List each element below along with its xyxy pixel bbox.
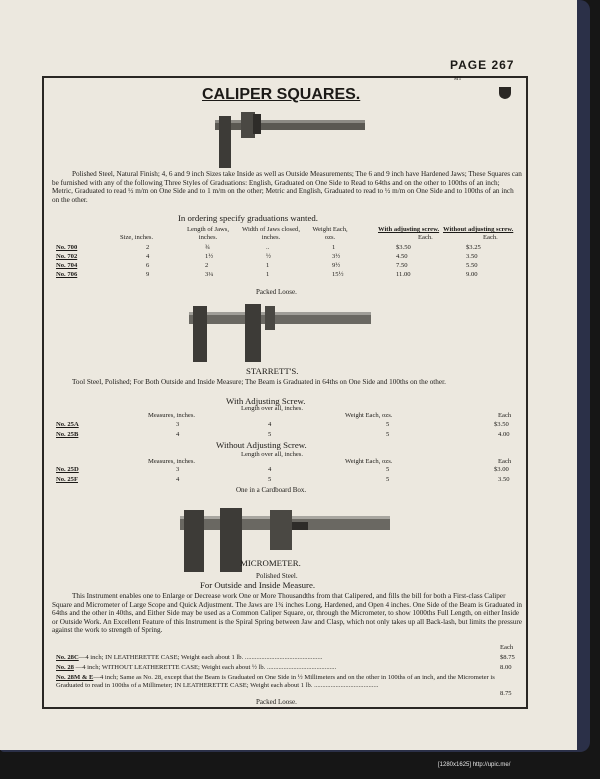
item-price: 8.75 bbox=[500, 690, 512, 697]
table-cell-with-price: 11.00 bbox=[396, 271, 411, 278]
list-item bbox=[56, 654, 496, 662]
table-cell-size: 2 bbox=[146, 244, 150, 251]
table-cell-length: 3¼ bbox=[205, 271, 214, 278]
starrett-col-length-2: Length over all, inches. bbox=[240, 451, 304, 458]
table-cell-without-price: 3.50 bbox=[466, 253, 478, 260]
item-description: —4 inch; Same as No. 28, except that the Beam is Graduated on One Side in ½ Millimeters and on the other in 100ths of an inch, and the Micrometer is Graduated to read in 100ths of a Millimeter; IN LEATHERETTE CASE; Weight each about 1 lb. ....................................... bbox=[56, 674, 495, 689]
table-cell-length: 2 bbox=[205, 262, 209, 269]
micrometer-packed-note: Packed Loose. bbox=[256, 698, 297, 706]
starrett-col-weight: Weight Each, ozs. bbox=[345, 412, 393, 419]
col-with-each: Each. bbox=[418, 234, 433, 241]
table-cell-size: 4 bbox=[146, 253, 150, 260]
item-description: —4 inch; WITHOUT LEATHERETTE CASE; Weight each about ½ lb. .......................................... bbox=[73, 664, 337, 671]
item-price: 8.00 bbox=[500, 664, 512, 671]
table-cell-with-price: $3.50 bbox=[396, 244, 411, 251]
page-title: CALIPER SQUARES. bbox=[202, 86, 361, 103]
starrett-col-length: Length over all, inches. bbox=[240, 405, 304, 412]
table-row-number: No. 25F bbox=[56, 476, 78, 483]
table-cell-measure: 4 bbox=[176, 431, 180, 438]
col-width: Width of Jaws closed, inches. bbox=[242, 226, 300, 241]
table-cell-with-price: 4.50 bbox=[396, 253, 408, 260]
table-cell-weight: 5 bbox=[386, 431, 390, 438]
without-screw-title: Without Adjusting Screw. bbox=[216, 440, 307, 450]
table-cell-weight: 5 bbox=[386, 421, 390, 428]
table-cell-weight: 5 bbox=[386, 476, 390, 483]
table-cell-length: 5 bbox=[268, 431, 272, 438]
with-screw-title: With Adjusting Screw. bbox=[226, 396, 306, 406]
col-size: Size, inches. bbox=[120, 234, 154, 241]
table-cell-size: 9 bbox=[146, 271, 150, 278]
micrometer-description: This Instrument enables one to Enlarge or Decrease work One or More Thousandths from that Calipered, and fills the bill for both a First-class Caliper Square and Micrometer of Large Scope and Quick Adjustment. The Jaws are 1¾ inches Long, Hardened, and Open 4 inches. One Side of the Beam is Graduated in 64ths and the other in 40ths, and Either Side may be used as a Common Caliper Square, or, through the Micrometer, to show 1000ths Full Length, on either Inside or Outside Work. An Excellent Feature of this Instrument is the Spiral Spring between Jaw and Clasp, which not only takes up all Back-lash, but limits the pressure against the work to strength of Spring. bbox=[52, 592, 522, 635]
table-cell-length: 4 bbox=[268, 466, 272, 473]
table-cell-size: 6 bbox=[146, 262, 150, 269]
table-cell-weight: 1 bbox=[332, 244, 336, 251]
shield-logo-icon bbox=[498, 86, 512, 100]
item-number: No. 28C bbox=[56, 654, 79, 661]
item-number: No. 28M & E bbox=[56, 674, 94, 681]
table-cell-measure: 3 bbox=[176, 466, 180, 473]
image-watermark: [1280x1625] http://upic.me/ bbox=[438, 762, 511, 768]
page-number: PAGE 267 bbox=[450, 58, 515, 72]
caliper-square-illustration bbox=[205, 108, 367, 168]
table-row-number: No. 25A bbox=[56, 421, 79, 428]
table-cell-weight: 3½ bbox=[332, 253, 341, 260]
table-cell-with-price: 7.50 bbox=[396, 262, 408, 269]
table-cell-length: ¾ bbox=[205, 244, 210, 251]
table-cell-price: 4.00 bbox=[498, 431, 510, 438]
table-cell-measure: 4 bbox=[176, 476, 180, 483]
starrett-col-each-2: Each bbox=[498, 458, 512, 465]
starrett-col-measures-2: Measures, inches. bbox=[148, 458, 196, 465]
col-with-screw: With adjusting screw. bbox=[378, 226, 440, 233]
catalog-mark: MT bbox=[454, 77, 462, 82]
list-item bbox=[56, 664, 496, 672]
packed-loose-note: Packed Loose. bbox=[256, 288, 297, 296]
item-number: No. 28 bbox=[56, 664, 74, 671]
table-cell-length: 4 bbox=[268, 421, 272, 428]
order-note: In ordering specify graduations wanted. bbox=[178, 213, 318, 223]
table-row-number: No. 704 bbox=[56, 262, 78, 269]
table-cell-price: $3.50 bbox=[494, 421, 509, 428]
col-length: Length of Jaws, inches. bbox=[187, 226, 229, 241]
starrett-col-weight-2: Weight Each, ozs. bbox=[345, 458, 393, 465]
micrometer-subtitle-1: Polished Steel. bbox=[256, 572, 298, 580]
col-without-screw: Without adjusting screw. bbox=[443, 226, 514, 233]
table-row-number: No. 25D bbox=[56, 466, 79, 473]
table-cell-width: 1 bbox=[266, 262, 270, 269]
starrett-description: Tool Steel, Polished; For Both Outside and Inside Measure; The Beam is Graduated in 64ths on One Side and 100ths on the other. bbox=[72, 378, 446, 386]
table-cell-price: $3.00 bbox=[494, 466, 509, 473]
cardboard-box-note: One in a Cardboard Box. bbox=[236, 486, 307, 494]
col-without-each: Each. bbox=[483, 234, 498, 241]
starrett-title: STARRETT'S. bbox=[246, 366, 299, 376]
table-cell-weight: 9½ bbox=[332, 262, 341, 269]
table-cell-without-price: 5.50 bbox=[466, 262, 478, 269]
table-cell-width: 1 bbox=[266, 271, 270, 278]
starrett-col-each: Each bbox=[498, 412, 512, 419]
table-cell-weight: 5 bbox=[386, 466, 390, 473]
intro-paragraph: Polished Steel, Natural Finish; 4, 6 and 9 inch Sizes take Inside as well as Outside Measurements; The 6 and 9 inch have Hardened Jaws; These Squares can be furnished with any of the following Three Styles of Graduations: English, Graduated on One Side to Read to 64ths and on the other to 100ths of an inch; Metric, Graduated to read ½ m/m on One Side and to 1 m/m on the other; Metric and English, Graduated to read to ½ m/m on One Side and to 100ths of an inch on the other. bbox=[52, 170, 522, 204]
table-row-number: No. 25B bbox=[56, 431, 79, 438]
table-cell-width: ½ bbox=[266, 253, 271, 260]
table-cell-price: 3.50 bbox=[498, 476, 510, 483]
micrometer-title: MICROMETER. bbox=[240, 558, 301, 568]
table-cell-without-price: $3.25 bbox=[466, 244, 481, 251]
starrett-caliper-illustration bbox=[185, 300, 375, 364]
col-weight: Weight Each, ozs. bbox=[312, 226, 348, 241]
micrometer-each-label: Each bbox=[500, 644, 514, 651]
list-item bbox=[56, 674, 496, 690]
item-price: $8.75 bbox=[500, 654, 515, 661]
micrometer-subtitle-2: For Outside and Inside Measure. bbox=[200, 580, 316, 590]
item-description: —4 inch; IN LEATHERETTE CASE; Weight each about 1 lb. ............................................... bbox=[78, 654, 323, 661]
table-row-number: No. 702 bbox=[56, 253, 78, 260]
table-cell-weight: 15½ bbox=[332, 271, 344, 278]
table-row-number: No. 700 bbox=[56, 244, 78, 251]
table-cell-without-price: 9.00 bbox=[466, 271, 478, 278]
starrett-col-measures: Measures, inches. bbox=[148, 412, 196, 419]
table-cell-measure: 3 bbox=[176, 421, 180, 428]
table-row-number: No. 706 bbox=[56, 271, 78, 278]
table-cell-length: 5 bbox=[268, 476, 272, 483]
table-cell-width: .. bbox=[266, 244, 270, 251]
table-cell-length: 1½ bbox=[205, 253, 214, 260]
